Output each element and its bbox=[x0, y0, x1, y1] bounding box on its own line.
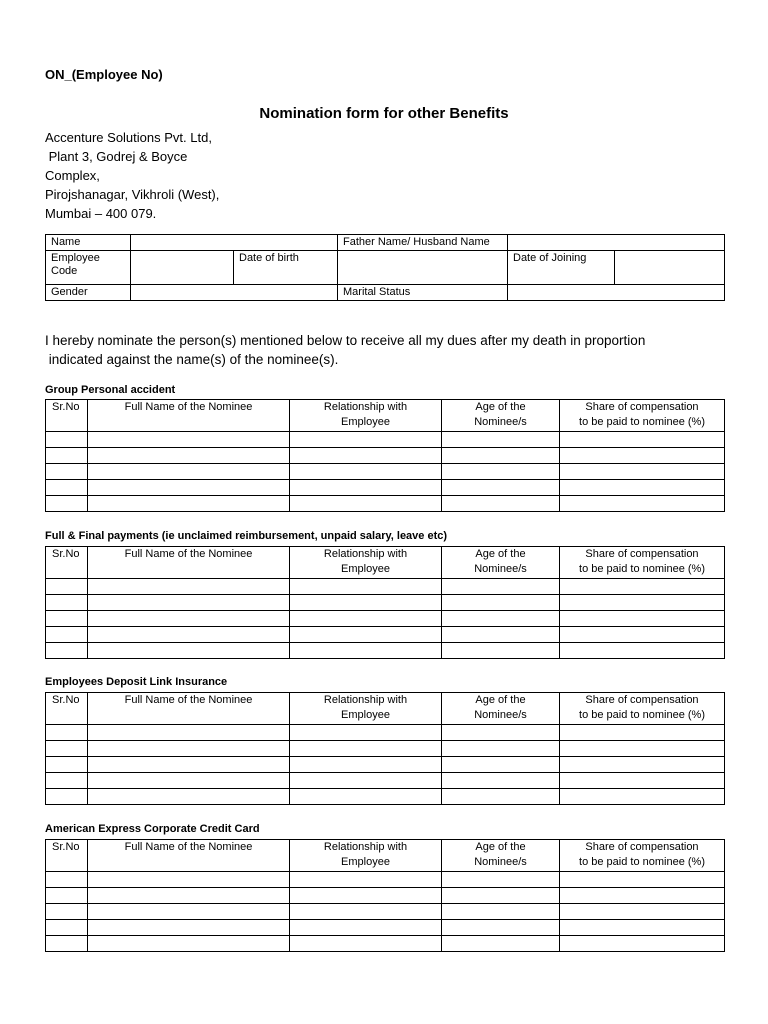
relationship-cell[interactable] bbox=[290, 432, 442, 448]
nominee-name-cell[interactable] bbox=[88, 725, 290, 741]
age-cell[interactable] bbox=[442, 464, 560, 480]
table-row bbox=[46, 643, 725, 659]
table-row bbox=[46, 920, 725, 936]
sr-no-cell[interactable] bbox=[46, 432, 88, 448]
age-header: Age of the Nominee/s bbox=[442, 400, 560, 432]
sr-no-cell[interactable] bbox=[46, 920, 88, 936]
nominee-name-cell[interactable] bbox=[88, 789, 290, 805]
date-of-joining-label: Date of Joining bbox=[508, 251, 615, 285]
nominee-name-cell[interactable] bbox=[88, 904, 290, 920]
age-cell[interactable] bbox=[442, 725, 560, 741]
full-name-header: Full Name of the Nominee bbox=[88, 693, 290, 725]
age-header: Age of the Nominee/s bbox=[442, 547, 560, 579]
relationship-cell[interactable] bbox=[290, 464, 442, 480]
age-cell[interactable] bbox=[442, 496, 560, 512]
date-of-joining-field[interactable] bbox=[615, 251, 725, 285]
share-cell[interactable] bbox=[560, 741, 725, 757]
full-name-header: Full Name of the Nominee bbox=[88, 400, 290, 432]
sr-no-header: Sr.No bbox=[46, 547, 88, 579]
table-row bbox=[46, 757, 725, 773]
section-heading: Full & Final payments (ie unclaimed reimbursement, unpaid salary, leave etc) bbox=[45, 530, 448, 542]
nominee-name-cell[interactable] bbox=[88, 741, 290, 757]
age-cell[interactable] bbox=[442, 480, 560, 496]
address-line-1: Accenture Solutions Pvt. Ltd, bbox=[45, 130, 212, 145]
table-row bbox=[46, 888, 725, 904]
company-address bbox=[45, 128, 219, 223]
sr-no-header: Sr.No bbox=[46, 693, 88, 725]
share-cell[interactable] bbox=[560, 448, 725, 464]
age-cell[interactable] bbox=[442, 872, 560, 888]
declaration-line-2: indicated against the name(s) of the nominee(s). bbox=[45, 352, 339, 367]
age-cell[interactable] bbox=[442, 448, 560, 464]
table-row bbox=[46, 904, 725, 920]
age-cell[interactable] bbox=[442, 579, 560, 595]
sr-no-cell[interactable] bbox=[46, 888, 88, 904]
gender-field[interactable] bbox=[131, 285, 338, 301]
table-row bbox=[46, 789, 725, 805]
age-cell[interactable] bbox=[442, 936, 560, 952]
share-cell[interactable] bbox=[560, 936, 725, 952]
gender-label: Gender bbox=[46, 285, 131, 301]
nominee-table-edli bbox=[45, 692, 725, 805]
relationship-cell[interactable] bbox=[290, 448, 442, 464]
sr-no-cell[interactable] bbox=[46, 741, 88, 757]
share-cell[interactable] bbox=[560, 480, 725, 496]
relationship-header: Relationship with Employee bbox=[290, 547, 442, 579]
nominee-name-cell[interactable] bbox=[88, 888, 290, 904]
share-header: Share of compensation to be paid to nominee (%) bbox=[560, 840, 725, 872]
employee-info-table bbox=[45, 234, 725, 301]
nominee-name-cell[interactable] bbox=[88, 595, 290, 611]
sr-no-cell[interactable] bbox=[46, 725, 88, 741]
share-cell[interactable] bbox=[560, 611, 725, 627]
full-name-header: Full Name of the Nominee bbox=[88, 840, 290, 872]
address-line-3: Complex, bbox=[45, 168, 100, 183]
employee-no-label: ON_(Employee No) bbox=[45, 67, 163, 82]
address-line-2: Plant 3, Godrej & Boyce bbox=[45, 149, 188, 164]
declaration-text bbox=[45, 331, 645, 369]
age-cell[interactable] bbox=[442, 432, 560, 448]
table-row bbox=[46, 496, 725, 512]
table-row bbox=[46, 611, 725, 627]
employee-code-field[interactable] bbox=[131, 251, 234, 285]
form-title: Nomination form for other Benefits bbox=[259, 105, 509, 122]
share-cell[interactable] bbox=[560, 595, 725, 611]
sr-no-cell[interactable] bbox=[46, 464, 88, 480]
nominee-name-cell[interactable] bbox=[88, 432, 290, 448]
full-name-header: Full Name of the Nominee bbox=[88, 547, 290, 579]
table-row bbox=[46, 464, 725, 480]
marital-status-label: Marital Status bbox=[338, 285, 508, 301]
sr-no-cell[interactable] bbox=[46, 936, 88, 952]
share-cell[interactable] bbox=[560, 920, 725, 936]
age-cell[interactable] bbox=[442, 789, 560, 805]
table-row bbox=[46, 936, 725, 952]
table-row bbox=[46, 773, 725, 789]
age-cell[interactable] bbox=[442, 595, 560, 611]
relationship-cell[interactable] bbox=[290, 888, 442, 904]
sr-no-cell[interactable] bbox=[46, 448, 88, 464]
nominee-table-amex-card bbox=[45, 839, 725, 952]
age-cell[interactable] bbox=[442, 627, 560, 643]
sr-no-header: Sr.No bbox=[46, 400, 88, 432]
table-row bbox=[46, 872, 725, 888]
nominee-name-cell[interactable] bbox=[88, 480, 290, 496]
relationship-cell[interactable] bbox=[290, 611, 442, 627]
sr-no-header: Sr.No bbox=[46, 840, 88, 872]
relationship-cell[interactable] bbox=[290, 789, 442, 805]
sr-no-cell[interactable] bbox=[46, 496, 88, 512]
table-row bbox=[46, 448, 725, 464]
section-heading: American Express Corporate Credit Card bbox=[45, 823, 260, 835]
age-cell[interactable] bbox=[442, 773, 560, 789]
section-heading: Employees Deposit Link Insurance bbox=[45, 676, 228, 688]
nominee-name-cell[interactable] bbox=[88, 496, 290, 512]
date-of-birth-field[interactable] bbox=[338, 251, 508, 285]
declaration-line-1: I hereby nominate the person(s) mentioned below to receive all my dues after my death in proportion bbox=[45, 333, 646, 348]
nominee-name-cell[interactable] bbox=[88, 757, 290, 773]
nominee-name-cell[interactable] bbox=[88, 611, 290, 627]
age-cell[interactable] bbox=[442, 643, 560, 659]
share-cell[interactable] bbox=[560, 789, 725, 805]
share-cell[interactable] bbox=[560, 773, 725, 789]
nominee-table-full-final-payments bbox=[45, 546, 725, 659]
nominee-name-cell[interactable] bbox=[88, 936, 290, 952]
sr-no-cell[interactable] bbox=[46, 611, 88, 627]
relationship-cell[interactable] bbox=[290, 480, 442, 496]
share-cell[interactable] bbox=[560, 579, 725, 595]
share-cell[interactable] bbox=[560, 757, 725, 773]
sr-no-cell[interactable] bbox=[46, 627, 88, 643]
sr-no-cell[interactable] bbox=[46, 643, 88, 659]
table-row bbox=[46, 595, 725, 611]
sr-no-cell[interactable] bbox=[46, 595, 88, 611]
date-of-birth-label: Date of birth bbox=[234, 251, 338, 285]
age-cell[interactable] bbox=[442, 757, 560, 773]
age-cell[interactable] bbox=[442, 888, 560, 904]
share-cell[interactable] bbox=[560, 904, 725, 920]
share-cell[interactable] bbox=[560, 464, 725, 480]
relationship-cell[interactable] bbox=[290, 643, 442, 659]
relationship-cell[interactable] bbox=[290, 496, 442, 512]
share-header: Share of compensation to be paid to nominee (%) bbox=[560, 400, 725, 432]
age-cell[interactable] bbox=[442, 741, 560, 757]
age-header: Age of the Nominee/s bbox=[442, 693, 560, 725]
age-header: Age of the Nominee/s bbox=[442, 840, 560, 872]
address-line-5: Mumbai – 400 079. bbox=[45, 206, 157, 221]
employee-code-label: Employee Code bbox=[46, 251, 131, 285]
table-row bbox=[46, 627, 725, 643]
sr-no-cell[interactable] bbox=[46, 773, 88, 789]
address-line-4: Pirojshanagar, Vikhroli (West), bbox=[45, 187, 220, 202]
share-cell[interactable] bbox=[560, 872, 725, 888]
relationship-cell[interactable] bbox=[290, 872, 442, 888]
share-cell[interactable] bbox=[560, 725, 725, 741]
name-field[interactable] bbox=[131, 235, 338, 251]
sr-no-cell[interactable] bbox=[46, 872, 88, 888]
share-cell[interactable] bbox=[560, 432, 725, 448]
sr-no-cell[interactable] bbox=[46, 904, 88, 920]
sr-no-cell[interactable] bbox=[46, 480, 88, 496]
nominee-table-group-personal-accident bbox=[45, 399, 725, 512]
share-cell[interactable] bbox=[560, 888, 725, 904]
relationship-cell[interactable] bbox=[290, 920, 442, 936]
relationship-cell[interactable] bbox=[290, 627, 442, 643]
section-heading: Group Personal accident bbox=[45, 384, 176, 396]
table-row bbox=[46, 432, 725, 448]
marital-status-field[interactable] bbox=[508, 285, 725, 301]
age-cell[interactable] bbox=[442, 611, 560, 627]
age-cell[interactable] bbox=[442, 920, 560, 936]
table-row bbox=[46, 480, 725, 496]
share-cell[interactable] bbox=[560, 627, 725, 643]
table-row bbox=[46, 579, 725, 595]
nominee-name-cell[interactable] bbox=[88, 872, 290, 888]
nominee-name-cell[interactable] bbox=[88, 773, 290, 789]
sr-no-cell[interactable] bbox=[46, 757, 88, 773]
nominee-name-cell[interactable] bbox=[88, 920, 290, 936]
sr-no-cell[interactable] bbox=[46, 789, 88, 805]
relationship-header: Relationship with Employee bbox=[290, 400, 442, 432]
name-label: Name bbox=[46, 235, 131, 251]
share-header: Share of compensation to be paid to nominee (%) bbox=[560, 693, 725, 725]
share-cell[interactable] bbox=[560, 496, 725, 512]
relationship-cell[interactable] bbox=[290, 757, 442, 773]
relationship-cell[interactable] bbox=[290, 579, 442, 595]
nominee-name-cell[interactable] bbox=[88, 627, 290, 643]
relationship-header: Relationship with Employee bbox=[290, 693, 442, 725]
relationship-cell[interactable] bbox=[290, 741, 442, 757]
table-row bbox=[46, 741, 725, 757]
relationship-cell[interactable] bbox=[290, 595, 442, 611]
relationship-cell[interactable] bbox=[290, 773, 442, 789]
table-row bbox=[46, 725, 725, 741]
father-name-label: Father Name/ Husband Name bbox=[338, 235, 508, 251]
father-name-field[interactable] bbox=[508, 235, 725, 251]
age-cell[interactable] bbox=[442, 904, 560, 920]
nominee-name-cell[interactable] bbox=[88, 579, 290, 595]
share-header: Share of compensation to be paid to nominee (%) bbox=[560, 547, 725, 579]
nominee-name-cell[interactable] bbox=[88, 464, 290, 480]
relationship-cell[interactable] bbox=[290, 725, 442, 741]
nominee-name-cell[interactable] bbox=[88, 643, 290, 659]
nominee-name-cell[interactable] bbox=[88, 448, 290, 464]
relationship-cell[interactable] bbox=[290, 936, 442, 952]
share-cell[interactable] bbox=[560, 643, 725, 659]
sr-no-cell[interactable] bbox=[46, 579, 88, 595]
relationship-header: Relationship with Employee bbox=[290, 840, 442, 872]
relationship-cell[interactable] bbox=[290, 904, 442, 920]
